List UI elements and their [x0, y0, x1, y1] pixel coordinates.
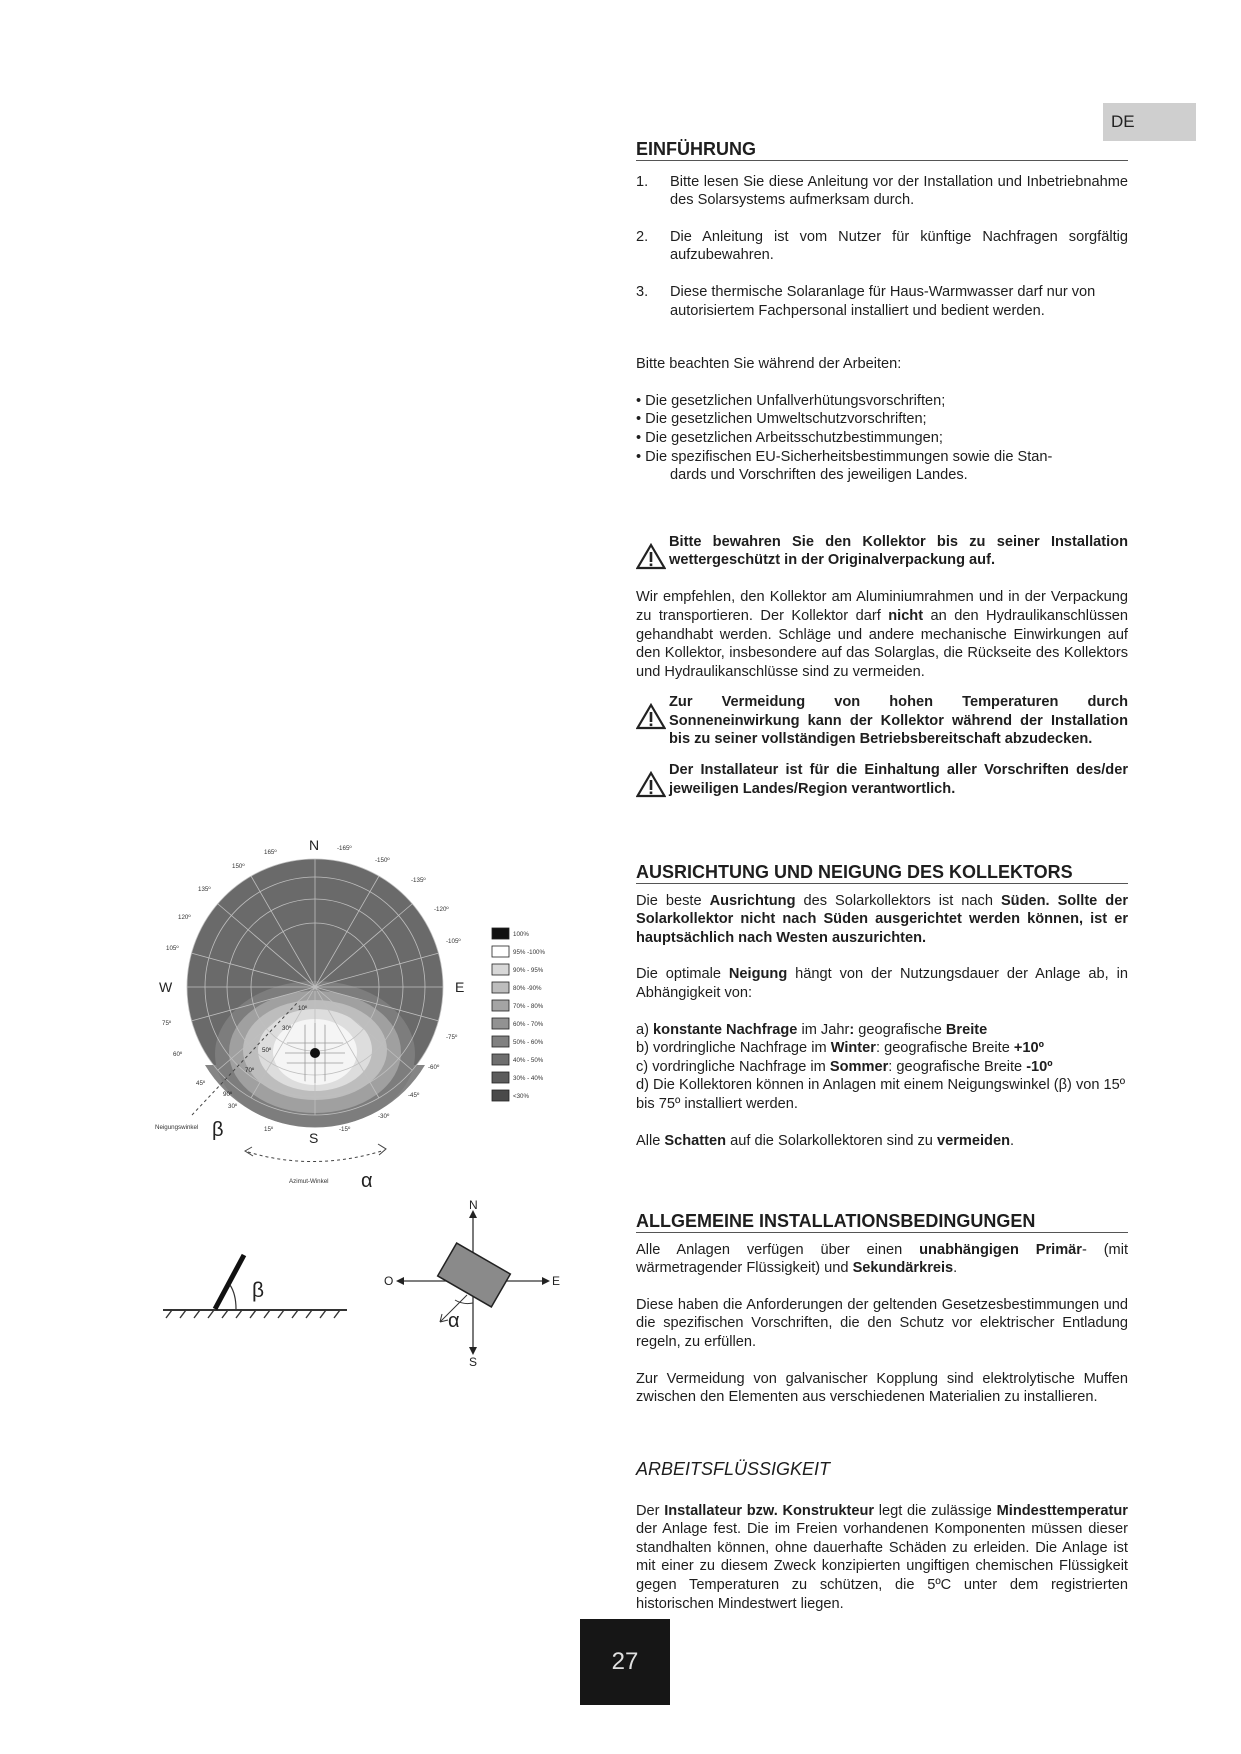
fluid-title: ARBEITSFLÜSSIGKEIT	[636, 1459, 831, 1479]
installation-paragraph-3: Zur Vermeidung von galvanischer Kopplung sind elektrolytische Muffen zwischen den Elementen aus verschiedenen Materialien zu installieren.	[636, 1370, 1128, 1406]
orientation-efficiency-diagram	[140, 825, 610, 1205]
text-run: Die optimale	[636, 966, 721, 983]
list-item: • Die gesetzlichen Arbeitsschutzbestimmungen;	[636, 429, 943, 446]
fluid-paragraph	[636, 1502, 1128, 1614]
text-run: des Solarkollektors ist nach	[803, 892, 993, 909]
arrow-head	[378, 1144, 386, 1155]
legend-label: 100%	[513, 931, 529, 938]
warning-storage	[636, 533, 1128, 576]
installation-section	[636, 1212, 1128, 1407]
text-run: geografische	[858, 1021, 942, 1038]
legend-swatch	[492, 1072, 509, 1083]
emphasis: vermeiden	[936, 1132, 1010, 1149]
fluid-section	[636, 1460, 1128, 1613]
emphasis: :	[849, 1021, 855, 1038]
emphasis: +10º	[1013, 1040, 1044, 1057]
azimuth-tick-label: 15º	[264, 1126, 274, 1133]
list-item: • Die spezifischen EU-Sicherheitsbestimmungen sowie die Stan- dards und Vorschriften des jeweiligen Landes.	[636, 448, 1128, 485]
text-run: Der	[636, 1502, 660, 1519]
warning-icon	[636, 761, 669, 804]
tilt-ring-label: 70º	[245, 1067, 255, 1074]
azimuth-tick-label: 45º	[196, 1080, 206, 1087]
tilt-ring-label: 30º	[282, 1025, 292, 1032]
ground-hatching	[166, 1310, 340, 1318]
arrow-west	[396, 1277, 404, 1285]
installation-paragraph-1	[636, 1241, 1128, 1278]
intro-item-text: Bitte lesen Sie diese Anleitung vor der Installation und Inbetriebnahme des Solarsystems aufmerksam durch.	[670, 173, 1128, 209]
azimuth-tick-label: -45º	[408, 1092, 420, 1099]
language-tab: DE	[1103, 103, 1196, 141]
azimuth-tick-label: 135º	[198, 886, 211, 893]
azimuth-arc	[248, 1150, 385, 1162]
emphasis: Sekundärkreis	[852, 1260, 954, 1277]
azimuth-tick-label: 75º	[162, 1020, 172, 1027]
azimuth-tick-label: 120º	[178, 914, 191, 921]
azimuth-tick-label: -165º	[337, 845, 352, 852]
azimuth-tick-label: 165º	[264, 849, 277, 856]
emphasis: Installateur bzw. Konstrukteur	[664, 1502, 875, 1519]
warning-text: Der Installateur ist für die Einhaltung aller Vorschriften des/der jeweiligen Landes/Region verantwortlich.	[669, 762, 1128, 797]
tilt-axis-label: Neigungswinkel	[155, 1124, 199, 1131]
legend-label: 70% - 80%	[513, 1003, 544, 1010]
alpha-symbol: α	[448, 1310, 460, 1332]
intro-bullet-list	[636, 392, 1128, 485]
intro-title: EINFÜHRUNG	[636, 140, 1128, 161]
azimuth-axis-label: Azimut-Winkel	[289, 1178, 329, 1185]
text-run: an den Hydraulikanschlüssen gehandhabt werden. Schläge und andere mechanische Einwirkungen auf den Kollektor, insbesondere auf das Solarglas, die Rückseite des Kollektors und Hydraulikanschlüsse sind zu vermeiden.	[636, 607, 1128, 680]
intro-item-number: 1.	[636, 173, 649, 190]
orientation-title: AUSRICHTUNG UND NEIGUNG DES KOLLEKTORS	[636, 863, 1128, 884]
intro-item-3	[636, 283, 1128, 320]
compass-west: W	[159, 979, 173, 995]
text-run: legt die zulässige	[878, 1502, 992, 1519]
warning-regulations	[636, 761, 1128, 804]
arrow-south	[469, 1347, 477, 1355]
orientation-section	[636, 863, 1128, 1150]
warning-text: Bitte bewahren Sie den Kollektor bis zu seiner Installation wettergeschützt in der Originalverpackung auf.	[669, 533, 1128, 569]
legend-swatch	[492, 928, 509, 939]
text-run: hängt von der Nutzungsdauer der Anlage ab, in Abhängigkeit von:	[636, 966, 1128, 1001]
installation-paragraph-2: Diese haben die Anforderungen der geltenden Gesetzesbestimmungen und die spezifischen Vorschriften, die den Schutz vor elektrischer Entladung regeln, zu erfüllen.	[636, 1296, 1128, 1350]
warning-icon	[636, 693, 669, 749]
emphasis: Ausrichtung	[709, 892, 796, 909]
installation-title: ALLGEMEINE INSTALLATIONSBEDINGUNGEN	[636, 1212, 1128, 1233]
emphasis: Winter	[830, 1040, 876, 1057]
text-run: : geografische Breite	[875, 1040, 1010, 1057]
legend-swatch	[492, 1000, 509, 1011]
arrow-east	[542, 1277, 550, 1285]
emphasis: Sommer	[829, 1058, 889, 1075]
azimuth-tick-label: -15º	[339, 1126, 351, 1133]
optimum-point	[310, 1048, 320, 1058]
list-item-text: Die spezifischen EU-Sicherheitsbestimmungen sowie die Stan-	[645, 448, 1053, 465]
intro-item-2	[636, 228, 1128, 265]
tilt-ring-label: 90º	[223, 1091, 233, 1098]
text-run: : geografische Breite	[888, 1058, 1023, 1075]
azimuth-tick-label: -120º	[434, 906, 449, 913]
compass-north: N	[309, 837, 320, 853]
text-run: .	[953, 1260, 958, 1277]
intro-item-text: Die Anleitung ist vom Nutzer für künftige Nachfragen sorgfältig aufzubewahren.	[670, 228, 1128, 264]
text-run: im Jahr	[801, 1021, 850, 1038]
compass-east: E	[455, 979, 465, 995]
emphasis: Süden	[1000, 892, 1046, 909]
compass-label-east: E	[552, 1274, 561, 1288]
azimuth-tick-label: 105º	[166, 945, 179, 952]
emphasis: konstante Nachfrage	[653, 1021, 798, 1038]
emphasis: Neigung	[728, 966, 788, 983]
text-run: Alle	[636, 1132, 661, 1149]
legend-swatch	[492, 1036, 509, 1047]
text-run: der Anlage fest. Die im Freien vorhandenen Komponenten müssen dieser standhalten können, ohne dauerhafte Schäden zu erleiden. Die Anlage ist mit einer zu diesem Zweck konzipierten ungiftigen chemischen Flüssigkeit gegen Temperaturen zu schützen, die 5ºC unter dem registrierten historischen Mindestwert liegen.	[636, 1521, 1128, 1612]
intro-section	[636, 140, 1128, 804]
emphasis: -10º	[1026, 1058, 1053, 1075]
collector-panel	[215, 1255, 244, 1309]
legend-swatch	[492, 982, 509, 993]
list-item: • Die gesetzlichen Umweltschutzvorschriften;	[636, 411, 927, 428]
text-run: a)	[636, 1021, 649, 1038]
text-run: Alle Anlagen verfügen über einen	[636, 1241, 903, 1258]
intro-note: Bitte beachten Sie während der Arbeiten:	[636, 356, 902, 373]
compass-label-south: S	[469, 1355, 478, 1369]
azimuth-tick-label: -60º	[428, 1064, 440, 1071]
text-run: - (mit wärmetragender Flüssigkeit) und	[636, 1241, 1129, 1277]
azimuth-tick-label: -30º	[378, 1113, 390, 1120]
list-item-text: Die gesetzlichen Umweltschutzvorschriften;	[645, 411, 927, 428]
azimuth-tick-label: -75º	[446, 1034, 458, 1041]
beta-symbol: β	[252, 1279, 265, 1302]
compass-south: S	[309, 1130, 319, 1146]
arrow-head	[245, 1147, 253, 1156]
tilt-ring-label: 50º	[262, 1047, 272, 1054]
warning-text: Zur Vermeidung von hohen Temperaturen durch Sonneneinwirkung kann der Kollektor während der Installation bis zu seiner vollständigen Betriebsbereitschaft abzudecken.	[669, 694, 1128, 748]
emphasis: nicht	[888, 607, 924, 624]
azimuth-tick-label: 150º	[232, 863, 245, 870]
legend-swatch	[492, 1090, 509, 1101]
text-run: auf die Solarkollektoren sind zu	[730, 1132, 933, 1149]
intro-item-1	[636, 173, 1128, 210]
tilt-option-c	[636, 1058, 1128, 1077]
tilt-option-b	[636, 1039, 1128, 1058]
azimuth-tick-label: -150º	[375, 857, 390, 864]
intro-item-number: 2.	[636, 228, 649, 245]
text-run: Die beste	[636, 892, 702, 909]
tilt-option-a	[636, 1021, 1128, 1040]
list-item-text-continued: dards und Vorschriften des jeweiligen Landes.	[670, 467, 968, 484]
list-item: • Die gesetzlichen Unfallverhütungsvorschriften;	[636, 392, 946, 409]
shadow-paragraph	[636, 1132, 1128, 1151]
tilt-ring-label: 10º	[298, 1005, 308, 1012]
compass-label-north: N	[469, 1198, 478, 1212]
intro-item-text: Diese thermische Solaranlage für Haus-Warmwasser darf nur von autorisiertem Fachpersonal installiert und bedient werden.	[670, 283, 1096, 319]
text-run: Wir empfehlen, den Kollektor am Aluminiumrahmen und in der Verpackung zu transportieren. Der Kollektor darf	[636, 589, 1128, 624]
tilt-angle-sketch	[160, 1240, 350, 1320]
text-run: b) vordringliche Nachfrage im	[636, 1040, 827, 1057]
beta-symbol: β	[212, 1119, 224, 1141]
compass-label-west: O	[384, 1274, 394, 1288]
orientation-paragraph	[636, 892, 1128, 948]
legend-label: <30%	[513, 1093, 529, 1100]
legend-swatch	[492, 964, 509, 975]
list-item-text: Die gesetzlichen Arbeitsschutzbestimmungen;	[645, 429, 943, 446]
text-run: c) vordringliche Nachfrage im	[636, 1058, 826, 1075]
legend-label: 95% -100%	[513, 949, 545, 956]
efficiency-legend	[492, 928, 545, 1101]
emphasis: . Sollte der Solarkollektor nicht nach Süden ausgerichtet werden können, ist er hauptsächlich nach Westen auszurichten.	[636, 892, 1128, 946]
azimuth-tick-label: -135º	[411, 877, 426, 884]
legend-label: 50% - 60%	[513, 1039, 544, 1046]
emphasis: Schatten	[664, 1132, 727, 1149]
transport-paragraph	[636, 588, 1128, 681]
tilt-paragraph	[636, 965, 1128, 1002]
text-run: .	[1010, 1132, 1015, 1149]
tilt-option-d: d) Die Kollektoren können in Anlagen mit einem Neigungswinkel (β) von 15º bis 75º installiert werden.	[636, 1077, 1126, 1112]
legend-swatch	[492, 946, 509, 957]
legend-label: 40% - 50%	[513, 1057, 544, 1064]
azimuth-tick-label: -105º	[446, 938, 461, 945]
warning-icon	[636, 533, 669, 576]
azimuth-tick-label: 60º	[173, 1051, 183, 1058]
intro-item-number: 3.	[636, 283, 649, 300]
azimuth-compass-sketch	[380, 1195, 570, 1370]
list-item-text: Die gesetzlichen Unfallverhütungsvorschriften;	[645, 392, 946, 409]
emphasis: unabhängigen Primär	[919, 1241, 1082, 1258]
legend-swatch	[492, 1018, 509, 1029]
legend-label: 30% - 40%	[513, 1075, 544, 1082]
legend-label: 90% - 95%	[513, 967, 544, 974]
warning-covering	[636, 693, 1128, 749]
legend-label: 80% -90%	[513, 985, 542, 992]
angle-arc	[455, 1300, 473, 1304]
emphasis: Breite	[945, 1021, 988, 1038]
page-number: 27	[580, 1619, 670, 1705]
legend-swatch	[492, 1054, 509, 1065]
emphasis: Mindesttemperatur	[996, 1502, 1128, 1519]
azimuth-tick-label: 30º	[228, 1103, 238, 1110]
collector-top-view	[438, 1243, 511, 1307]
alpha-symbol: α	[361, 1170, 373, 1192]
legend-label: 60% - 70%	[513, 1021, 544, 1028]
angle-arc	[230, 1285, 236, 1309]
